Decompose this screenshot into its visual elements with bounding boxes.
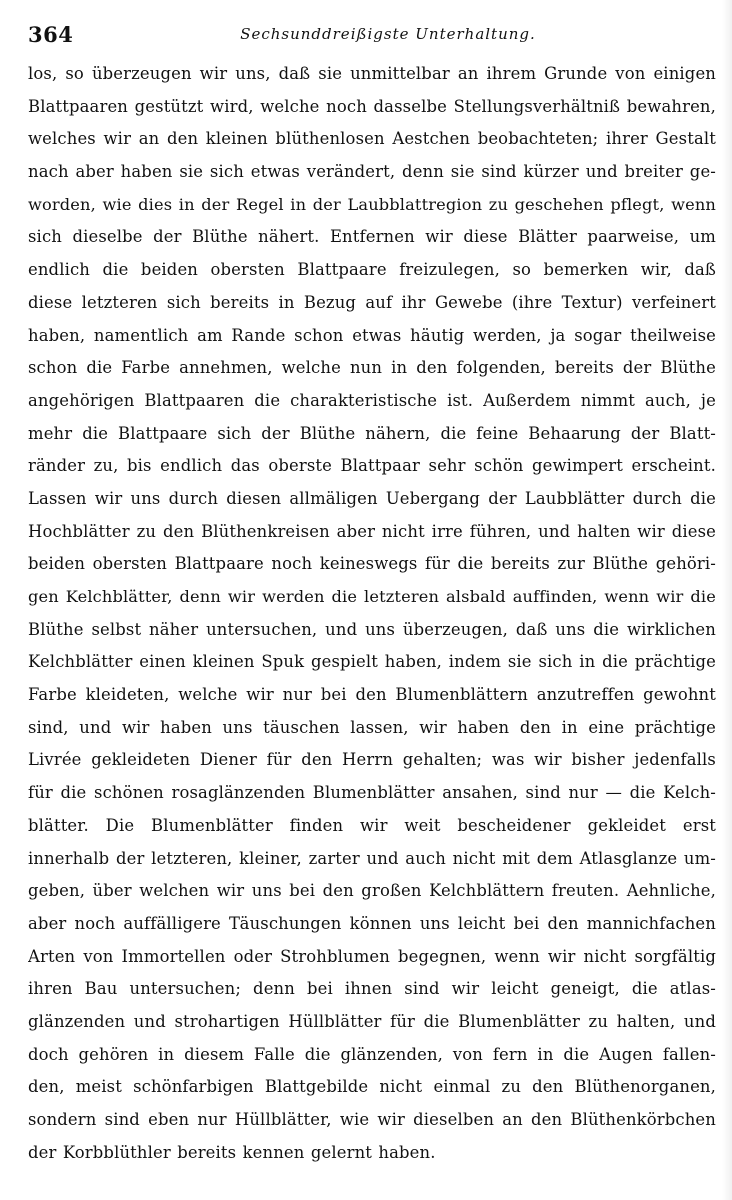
text-line: schon die Farbe annehmen, welche nun in den folgenden, bereits der Blüthe: [28, 358, 716, 378]
text-line: gen Kelchblätter, denn wir werden die letzteren alsbald auffinden, wenn wir die: [28, 587, 716, 606]
text-line: blätter. Die Blumenblätter finden wir weit bescheidener gekleidet erst: [28, 815, 716, 835]
text-line: Lassen wir uns durch diesen allmäligen Uebergang der Laubblätter durch die: [28, 488, 716, 508]
text-line: Arten von Immortellen oder Strohblumen begegnen, wenn wir nicht sorgfältig: [28, 946, 716, 966]
text-line: Farbe kleideten, welche wir nur bei den Blumenblättern anzutreffen gewohnt: [28, 685, 716, 705]
text-line: glänzenden und strohartigen Hüllblätter für die Blumenblätter zu halten, und: [28, 1011, 716, 1031]
text-line: doch gehören in diesem Falle die glänzenden, von fern in die Augen fallen-: [28, 1044, 716, 1064]
text-line: nach aber haben sie sich etwas verändert, denn sie sind kürzer und breiter ge-: [28, 162, 716, 182]
text-line: aber noch auffälligere Täuschungen können uns leicht bei den mannichfachen: [28, 913, 716, 933]
text-line: innerhalb der letzteren, kleiner, zarter und auch nicht mit dem Atlasglanze um-: [28, 848, 716, 868]
text-line: haben, namentlich am Rande schon etwas häutig werden, ja sogar theilweise: [28, 325, 716, 345]
page-edge-shadow: [722, 0, 732, 1200]
body-text: [28, 58, 716, 1169]
text-line: für die schönen rosaglänzenden Blumenblätter ansahen, sind nur — die Kelch-: [28, 783, 716, 803]
text-line: Kelchblätter einen kleinen Spuk gespielt haben, indem sie sich in die prächtige: [28, 652, 716, 672]
text-line: endlich die beiden obersten Blattpaare freizulegen, so bemerken wir, daß: [28, 260, 716, 280]
page-number: 364: [28, 22, 74, 47]
text-line: welches wir an den kleinen blüthenlosen Aestchen beobachteten; ihrer Gestalt: [28, 129, 716, 149]
text-line: den, meist schönfarbigen Blattgebilde nicht einmal zu den Blüthenorganen,: [28, 1077, 716, 1097]
text-line: diese letzteren sich bereits in Bezug auf ihr Gewebe (ihre Textur) verfeinert: [28, 292, 716, 312]
text-line: Blattpaaren gestützt wird, welche noch dasselbe Stellungsverhältniß bewahren,: [28, 96, 716, 116]
text-line: sind, und wir haben uns täuschen lassen, wir haben den in eine prächtige: [28, 717, 716, 737]
running-head: Sechsunddreißigste Unterhaltung.: [240, 25, 536, 43]
text-line: der Korbblüthler bereits kennen gelernt haben.: [28, 1142, 436, 1162]
text-line: los, so überzeugen wir uns, daß sie unmittelbar an ihrem Grunde von einigen: [28, 64, 716, 83]
text-line: geben, über welchen wir uns bei den großen Kelchblättern freuten. Aehnliche,: [28, 881, 716, 901]
text-line: beiden obersten Blattpaare noch keineswegs für die bereits zur Blüthe gehöri-: [28, 554, 716, 574]
text-line: Hochblätter zu den Blüthenkreisen aber nicht irre führen, und halten wir diese: [28, 521, 716, 541]
text-line: mehr die Blattpaare sich der Blüthe nähern, die feine Behaarung der Blatt-: [28, 423, 716, 443]
text-line: Livrée gekleideten Diener für den Herrn gehalten; was wir bisher jedenfalls: [28, 750, 716, 770]
text-line: Blüthe selbst näher untersuchen, und uns überzeugen, daß uns die wirklichen: [28, 619, 716, 639]
text-line: sich dieselbe der Blüthe nähert. Entfernen wir diese Blätter paarweise, um: [28, 227, 716, 247]
page-header: [28, 22, 718, 52]
text-line: angehörigen Blattpaaren die charakteristische ist. Außerdem nimmt auch, je: [28, 390, 716, 410]
text-line: sondern sind eben nur Hüllblätter, wie wir dieselben an den Blüthenkörbchen: [28, 1110, 716, 1129]
text-line: worden, wie dies in der Regel in der Laubblattregion zu geschehen pflegt, wenn: [28, 194, 716, 214]
text-line: ränder zu, bis endlich das oberste Blattpaar sehr schön gewimpert erscheint.: [28, 456, 716, 476]
text-line: ihren Bau untersuchen; denn bei ihnen sind wir leicht geneigt, die atlas-: [28, 979, 716, 999]
